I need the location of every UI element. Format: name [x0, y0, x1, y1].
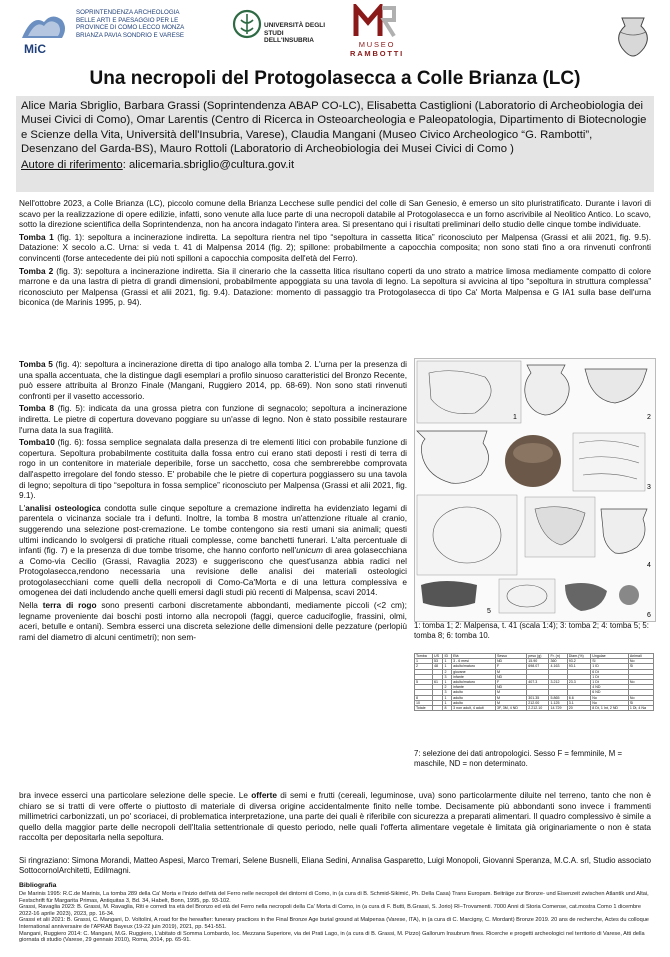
table-cell: 2 — [443, 685, 452, 690]
table-cell: 698.07 — [527, 664, 549, 669]
table-cell: F — [495, 680, 526, 685]
table-cell: M — [495, 690, 526, 695]
table-cell: 1 — [443, 700, 452, 705]
table-cell: adulto/maturo — [452, 680, 496, 685]
mic-logo-text: MiC — [24, 42, 46, 56]
table-cell: 53 — [433, 659, 443, 664]
table-cell: 5.865 — [549, 695, 567, 700]
table-header-cell: peso (g) — [527, 654, 549, 659]
table-cell: 360 — [549, 659, 567, 664]
museo-rambotti-logo-icon — [352, 4, 398, 38]
mic-logo-icon — [18, 8, 70, 56]
tomba10-paragraph: Tomba10 (fig. 6): fossa semplice segnalata dalla presenza di tre elementi litici con probabile funzione di copertura. Sepoltura probabilmente costituita dalla fossa entro cui erano stati deposti i resti di terra di rogo in un contenitore in materiale deperibile, forse un sacchetto, cosa che sembrerebbe comprovata dall'aspetto irregolare del fondo stesso. E' probabile che le pietre di copertura poggiassero su una tavola di legno; sepoltura di tipo “sepoltura in fossa semplice” riconosciuto per Malpensa (Grassi et alii 2021, fig. 9.1). — [19, 437, 407, 501]
table-header-cell: Sesso — [495, 654, 526, 659]
tomba10-plan-drawing — [499, 579, 555, 613]
left-column-text — [19, 359, 407, 644]
table-header-cell: Età — [452, 654, 496, 659]
figure-number-6: 6 — [647, 612, 651, 619]
table-cell: 14.729 — [549, 706, 567, 711]
table-cell: 3 — [443, 690, 452, 695]
table-cell: Si — [628, 664, 653, 669]
table-cell: Totale — [415, 706, 433, 711]
university-label: UNIVERSITÀ DEGLI STUDI DELL'INSUBRIA — [264, 22, 326, 44]
tomba2-urn-drawing — [417, 431, 489, 483]
table-cell: 3 non adult, 4 adult — [452, 706, 496, 711]
table-cell: M — [495, 700, 526, 705]
bibliography-entry: Grassi, Ravaglia 2023: B. Grassi, M. Ravaglia, Riti e corredi tra età del Bronzo ed età del Ferro nella necropoli della Ca' Morta di Como, in (a cura di F. Butti, B.Grassi, S. Jorio) RI–Trovamenti. 7000 Anni di Storia Comense, cat.mostra Como 1 dicembre 2022-16 aprile 2023), 2023, pp. 16-34. — [19, 904, 642, 917]
tomba2-section-drawing — [573, 433, 645, 491]
table-cell: M — [495, 695, 526, 700]
table-cell: 5 — [415, 680, 433, 685]
rogo-continuation — [19, 790, 651, 845]
table-cell: F — [495, 664, 526, 669]
table-header-cell: Tomba — [415, 654, 433, 659]
table-cell: Si — [591, 659, 629, 664]
table-cell: 1 — [443, 680, 452, 685]
table-cell: ND — [495, 674, 526, 679]
figure-number-2: 2 — [647, 414, 651, 421]
table-cell — [433, 706, 443, 711]
table-cell: 3.1 — [567, 700, 591, 705]
table-cell: 6.6 — [567, 695, 591, 700]
figure-number-1: 1 — [513, 414, 517, 421]
table-cell: 3.212 — [549, 680, 567, 685]
table-cell: 93.1 — [567, 664, 591, 669]
acknowledgements: Si ringraziano: Simona Morandi, Matteo Aspesi, Marco Tremari, Selene Busnelli, Eliana Sedini, Annalisa Gasparetto, Luigi Monopoli, Giovanni Speranza, M.C.A. srl, Studio associato SottocornolArchitetti, Edilmagni. — [19, 856, 652, 875]
tomba5-urn-drawing — [601, 509, 647, 553]
table-cell: No — [628, 695, 653, 700]
table-cell: infante — [452, 685, 496, 690]
table-cell: 93.2 — [567, 659, 591, 664]
table-cell: adulto — [452, 700, 496, 705]
table-cell: 1 ID — [591, 664, 629, 669]
table-cell: 6 Dt — [591, 669, 629, 674]
page-title: Una necropoli del Protogolasecca a Colle Brianza (LC) — [89, 68, 581, 89]
rogo-paragraph-b: bra invece esserci una particolare selezione delle specie. Le offerte di semi e frutti (cereali, leguminose, uva) sono particolarmente diluite nel terreno, tanto che non è chiaro se si tratti di vere offerte o piuttosto di materiale di diversa origine accidentalmente finito nelle tombe. Decisamente più abbondanti sono invece i frammenti millimetrici carbonizzati, un po' scoriacei, di problematica interpretazione, una parte dei quali è riferibile con sicurezza a preparati alimentari. Il quadro complessivo è simile a quello della maggior parte delle necropoli dell'Italia settentrionale di questo periodo, nelle quali l'offerta alimentare vegetale è limitata già originariamente o non è stata raccolta per depositarla nella sepoltura. — [19, 790, 651, 843]
table-cell: 48 — [433, 664, 443, 669]
authors-list: Alice Maria Sbriglio, Barbara Grassi (Soprintendenza ABAP CO-LC), Elisabetta Castiglioni (Laboratorio di Archeobiologia dei Musei Civici di Como), Omar Larentis (Centro di Ricerca in Osteoarcheologia e Paleopatologia, Dipartimento di Biotecnologie e Scienze della Vita, Università dell'Insubria, Varese), Claudia Mangani (Museo Civico Archeologico “G. Rambotti”, Desenzano del Garda-BS), Mauro Rottoli (Laboratorio di Archeobiologia dei Musei Civici di Como ) — [21, 100, 647, 156]
tomba10-object-drawing — [565, 583, 607, 611]
table-cell: adulto/maturo — [452, 664, 496, 669]
table-cell: 2.212.10 — [527, 706, 549, 711]
table-cell: 4.163 — [549, 664, 567, 669]
tomba2-paragraph: Tomba 2 (fig. 3): sepoltura a incinerazione indiretta. Sia il cinerario che la cassetta litica risultano coperti da uno strato a matrice limosa mediamente compatto di colore marrone e da una lastra di pietra di grandi dimensioni, probabilmente appoggiata su una tavola di legno. La sepoltura si avvicina al tipo “sepoltura in struttura complessa” riconosciuto per Malpensa (Grassi et alii 2021, fig. 9.4). Datazione: momento di passaggio tra Protogolasecca di tipo Ca' Morta Malpensa e G IA1 sulla base dell'urna biconica (de Marinis 1995, p. 94). — [19, 265, 651, 308]
figure-caption: 1: tomba 1; 2: Malpensa, t. 41 (scala 1:4); 3: tomba 2; 4: tomba 5; 5: tomba 8; 6: tomba 10. — [414, 621, 649, 640]
bibliography-entry: Grassi et alii 2021: B. Grassi, C. Mangani, D. Voltolini, A road for the hereafter: funerary practices in the Final Bronze Age burial ground at Malpensa (Varese, ITA), in (a cura di C. Marcigny, C. Mordant) Bronze 2019. 20 ans de recherche, Actes du colloque International anniversaire de l'APRAB Bayeux (19-22 juin 2019), 2021, pp. 541-551. — [19, 917, 649, 930]
figure-plate-drawings — [415, 359, 655, 621]
intro-paragraph: Nell'ottobre 2023, a Colle Brianza (LC), piccolo comune della Brianza Lecchese sulle pendici del colle di San Genesio, è emerso un sito pluristratificato. Durante i lavori di scavo per la realizzazione di opere edilizie, infatti, sono venute alla luce parte di una necropoli databile al Protogolasecca e un forno ascrivibile al Neolitico Antico. Lo scavo, sotto la direzione scientifica della Soprintendenza, non ha ancora indagato l'intera area. Si presentano qui i risultati preliminari dello studio delle cinque tombe individuate. — [19, 198, 651, 230]
table-cell: No — [628, 680, 653, 685]
table-cell: 4 ND — [591, 685, 629, 690]
table-cell: M — [495, 669, 526, 674]
osteo-paragraph: L'analisi osteologica condotta sulle cinque sepolture a cremazione indiretta ha evidenziato legami di parentela o vicinanza sociale tra i defunti. Inoltre, la tomba 8 mostra un'attenzione rituale al cranio, suggerendo una selezione post-cremazione. Le tombe contengono sia resti umani sia animali; questi ultimi indicando lo svolgersi di pratiche rituali complesse, come banchetti funerari. L'alta percentuale di infanti (fig. 7) e la presenza di due tombe trisome, che hanno conforto nell'unicum di area golasecchiana a Como-via Cecilio (Grassi, Ravaglia 2023) e suggeriscono che quest'usanza abbia radici nel Protogolasecca,rendono necessaria una revisione delle analisi dei materiali osteologici protogolasecchiani come quelli della necropoli di Como-Ca'Morta e di una lettura complessiva e omogenea dei dati includendo anche quelli emersi dagli studi più recenti di Malpensa, scavi 2014. — [19, 502, 408, 598]
table-cell: 1.125 — [549, 700, 567, 705]
table-cell: 2 — [415, 664, 433, 669]
table-cell: 6 ND — [591, 690, 629, 695]
table-cell: 301.35 — [527, 695, 549, 700]
tomba1-paragraph: Tomba 1 (fig. 1): sepoltura a incinerazione indiretta. La sepoltura rientra nel tipo “sepoltura in cassetta litica” riconosciuto per Malpensa (Grassi et alii 2021, fig. 9.5). Datazione: X secolo a.C. Urna: si veda t. 41 di Malpensa 2014 (fig. 2); spillone: probabilmente a capocchia composita; non sono stati fino a ora rinvenuti confronti convincenti (forse antecedente dei più noti spilloni a capocchia composita dell'età del Ferro). — [19, 231, 652, 263]
table-cell: 3 - 6 mesi — [452, 659, 496, 664]
tomba10-fragment-drawing — [619, 585, 639, 605]
authors-block — [16, 96, 654, 192]
malpensa-urn-drawing — [585, 369, 647, 403]
table-cell: ND — [495, 685, 526, 690]
table-row — [415, 706, 654, 711]
tomba5-paragraph: Tomba 5 (fig. 4): sepoltura a incinerazione diretta di tipo analogo alla tomba 2. L'urna per la presenza di una spalla accentuata, che la distingue dagli esemplari a profilo sinuoso caratteristici del Bronzo Recente, può essere attribuita al Bronzo Finale (Mangani, Ruggiero 2014, pp. 68-69). Non sono stati rinvenuti confronti per il vasetto accessorio. — [19, 359, 407, 401]
soprintendenza-label: SOPRINTENDENZA ARCHEOLOGIA BELLE ARTI E PAESAGGIO PER LE PROVINCE DI COMO LECCO MONZA BRIANZA PAVIA SONDRIO E VARESE — [76, 9, 185, 39]
bibliography-entry: Mangani, Ruggiero 2014: C. Mangani, M.G. Ruggiero, L'abitato di Somma Lombardo, loc. Mezzana Superiore, via dei Prati Lago, in (a cura di B. Grassi, M. Pizzo) Gallorum Insubrum fines. Ricerche e progetti archeologici nel territorio di Varese, Atti della giornata di studio (Varese, 29 gennaio 2010), Roma, 2014, pp. 65-91. — [19, 930, 645, 944]
reference-author: Autore di riferimento: alicemaria.sbriglio@cultura.gov.it — [21, 158, 295, 171]
table-cell: 61 — [433, 680, 443, 685]
tomba8-paragraph: Tomba 8 (fig. 5): indicata da una grossa pietra con funzione di segnacolo; sepoltura a incinerazione indiretta. Le pietre di copertura dovevano poggiare su un'asse di legno. Non è stato possibile restaurare l'urna data la sua fragilità. — [19, 403, 407, 435]
table-cell: 8 — [443, 706, 452, 711]
table-cell: 3F, 3M, 4 ND — [495, 706, 526, 711]
figure-number-5: 5 — [487, 608, 491, 615]
header — [0, 0, 670, 72]
bibliography-entry: De Marinis 1995: R.C.de Marinis, La tomba 289 della Ca' Morta e l'inizio dell'età del Ferro nelle necropoli dei dintorni di Como, in (a cura di B. Schmid-Sikimić, Ph. Della Casa) Trans Europam. Beiträge zur Bronze- und Eisenzeit zwischen Atlantik und Altai, Festschrift für Margarita Primas, Antiquitas 3, Bd. 34, Habelt, Bonn, 1995, pp. 93-102. — [19, 891, 649, 904]
table-cell: giovane — [452, 669, 496, 674]
table-cell: No — [591, 700, 629, 705]
table-cell: 1 Dt, 4 Na — [628, 706, 653, 711]
urn-drawing-icon — [614, 12, 652, 62]
bibliography — [19, 891, 651, 944]
intro-section — [19, 198, 651, 310]
table-cell: 1 Dt — [591, 674, 629, 679]
table-cell: infante — [452, 674, 496, 679]
table-cell: 212.00 — [527, 700, 549, 705]
table-cell: adulto — [452, 695, 496, 700]
table-cell: 1 — [443, 695, 452, 700]
table-caption: 7: selezione dei dati antropologici. Sesso F = femminile, M = maschile, ND = non determinato. — [414, 749, 623, 768]
table-cell: 8 — [415, 695, 433, 700]
table-header-cell: Fr. (n) — [549, 654, 567, 659]
table-cell: 1 — [443, 659, 452, 664]
anthropology-table — [414, 653, 654, 745]
figure-plate — [414, 358, 656, 622]
table-cell: 2 — [443, 669, 452, 674]
table-cell: No — [628, 659, 653, 664]
table-cell: Si — [628, 700, 653, 705]
table-cell: No — [591, 695, 629, 700]
rogo-paragraph-a: Nella terra di rogo sono presenti carboni discretamente abbondanti, mediamente piccoli (<2 cm); legname proveniente dai boschi posti intorno alla necropoli (faggi, querce caducifoglie, frassini, olmi, aceri, betulle e ontani). Sembra esserci una discreta selezione delle dimensioni delle pezzature (perlopiù rami del diametro di alcuni centimetri); non sem- — [19, 600, 407, 642]
bibliography-title: Bibliografia — [19, 882, 57, 889]
university-insubria-logo-icon — [232, 8, 262, 42]
table-cell: 10 — [415, 700, 433, 705]
table-cell: 1 Dt — [591, 680, 629, 685]
figure-number-3: 3 — [647, 484, 651, 491]
table-header-cell: Diam.(%) — [567, 654, 591, 659]
table-header-cell: US — [433, 654, 443, 659]
table-cell: adulto — [452, 690, 496, 695]
table-cell: 8 Dt, 1 Int, 2 ND — [591, 706, 629, 711]
table-header-cell: Ungulae — [591, 654, 629, 659]
table-cell: ND — [495, 659, 526, 664]
figure-number-4: 4 — [647, 562, 651, 569]
table-cell: 407.3 — [527, 680, 549, 685]
tomba8-fragment-drawing — [421, 581, 477, 607]
table-cell: 23.3 — [567, 680, 591, 685]
table-cell: 20 — [567, 706, 591, 711]
table-header-cell: Animali — [628, 654, 653, 659]
table-cell: 15.90 — [527, 659, 549, 664]
table-cell: 1 — [415, 659, 433, 664]
table-cell: 3 — [443, 674, 452, 679]
table-cell: 1 — [443, 664, 452, 669]
tomba1-urn-drawing — [525, 365, 569, 415]
table-header-cell: ID — [443, 654, 452, 659]
museo-label: MUSEO RAMBOTTI — [350, 40, 404, 58]
